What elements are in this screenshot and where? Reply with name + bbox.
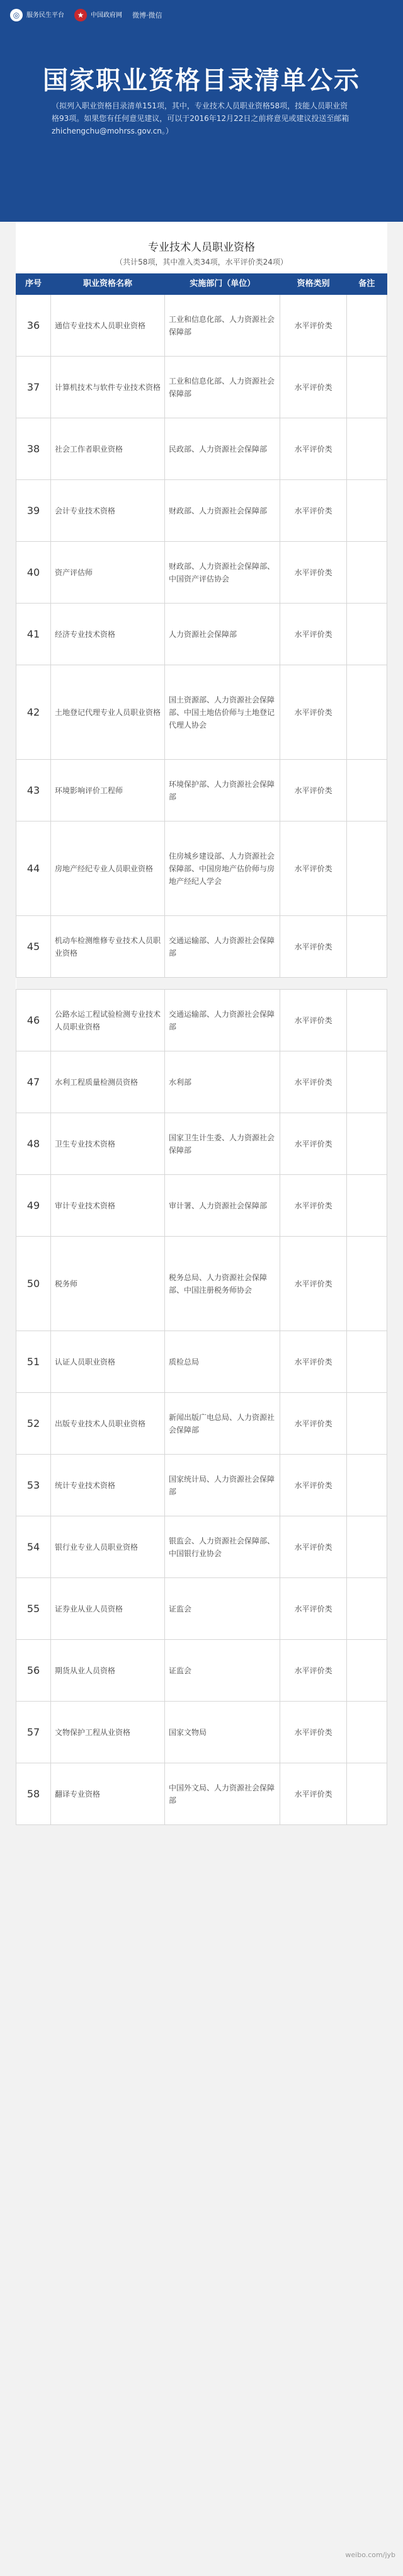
row-department: 国土资源部、人力资源社会保障部、中国土地估价师与土地登记代理人协会 xyxy=(165,665,280,760)
table-row xyxy=(16,295,387,357)
row-qualification-name: 水利工程质量检测员资格 xyxy=(51,1051,165,1113)
row-category: 水平评价类 xyxy=(280,418,346,480)
table-row xyxy=(16,357,387,418)
row-department: 国家卫生计生委、人力资源社会保障部 xyxy=(165,1113,280,1175)
row-qualification-name: 资产评估师 xyxy=(51,542,165,604)
table-row xyxy=(16,1175,387,1237)
logo-platform xyxy=(10,9,64,21)
table-row xyxy=(16,1516,387,1578)
row-number: 47 xyxy=(16,1051,51,1113)
row-department: 工业和信息化部、人力资源社会保障部 xyxy=(165,295,280,357)
row-department: 证监会 xyxy=(165,1640,280,1702)
row-category: 水平评价类 xyxy=(280,1516,346,1578)
table-row xyxy=(16,916,387,978)
row-remark xyxy=(346,604,387,665)
row-remark xyxy=(346,1455,387,1516)
row-remark xyxy=(346,1237,387,1331)
platform-logo-icon: ◎ xyxy=(10,9,23,21)
row-category: 水平评价类 xyxy=(280,1763,346,1825)
row-department: 新闻出版广电总局、人力资源社会保障部 xyxy=(165,1393,280,1455)
content-panel xyxy=(16,222,387,1825)
row-department: 审计署、人力资源社会保障部 xyxy=(165,1175,280,1237)
row-department: 银监会、人力资源社会保障部、中国银行业协会 xyxy=(165,1516,280,1578)
row-category: 水平评价类 xyxy=(280,480,346,542)
row-qualification-name: 银行业专业人员职业资格 xyxy=(51,1516,165,1578)
social-tags: 微博·微信 xyxy=(132,11,162,20)
row-qualification-name: 社会工作者职业资格 xyxy=(51,418,165,480)
row-qualification-name: 统计专业技术资格 xyxy=(51,1455,165,1516)
row-qualification-name: 证券业从业人员资格 xyxy=(51,1578,165,1640)
row-qualification-name: 经济专业技术资格 xyxy=(51,604,165,665)
table-row xyxy=(16,1051,387,1113)
notice-text: （拟列入职业资格目录清单151项，其中，专业技术人员职业资格58项，技能人员职业资格93项。如果您有任何意见建议，可以于2016年12月22日之前将意见或建议投送至邮箱zhichengchu@mohrss.gov.cn。） xyxy=(52,101,349,135)
row-category: 水平评价类 xyxy=(280,1702,346,1763)
row-department: 住房城乡建设部、人力资源社会保障部、中国房地产估价师与房地产经纪人学会 xyxy=(165,821,280,916)
row-department: 交通运输部、人力资源社会保障部 xyxy=(165,916,280,978)
row-qualification-name: 公路水运工程试验检测专业技术人员职业资格 xyxy=(51,990,165,1051)
row-qualification-name: 机动车检测维修专业技术人员职业资格 xyxy=(51,916,165,978)
row-remark xyxy=(346,480,387,542)
row-category: 水平评价类 xyxy=(280,1331,346,1393)
row-category: 水平评价类 xyxy=(280,542,346,604)
row-number: 56 xyxy=(16,1640,51,1702)
row-number: 52 xyxy=(16,1393,51,1455)
watermark: weibo.com/jyb xyxy=(345,2551,395,2559)
row-category: 水平评价类 xyxy=(280,1393,346,1455)
row-qualification-name: 翻译专业资格 xyxy=(51,1763,165,1825)
row-number: 38 xyxy=(16,418,51,480)
row-number: 49 xyxy=(16,1175,51,1237)
table-row xyxy=(16,542,387,604)
row-number: 48 xyxy=(16,1113,51,1175)
row-number: 43 xyxy=(16,760,51,821)
col-header-no: 序号 xyxy=(16,274,51,295)
table-row xyxy=(16,1113,387,1175)
row-number: 37 xyxy=(16,357,51,418)
row-category: 水平评价类 xyxy=(280,916,346,978)
row-remark xyxy=(346,1113,387,1175)
row-remark xyxy=(346,357,387,418)
row-number: 40 xyxy=(16,542,51,604)
header-banner xyxy=(0,0,403,222)
qualification-table xyxy=(16,273,387,1825)
row-qualification-name: 期货从业人员资格 xyxy=(51,1640,165,1702)
row-department: 证监会 xyxy=(165,1578,280,1640)
table-row xyxy=(16,1237,387,1331)
row-category: 水平评价类 xyxy=(280,990,346,1051)
table-row xyxy=(16,1763,387,1825)
row-remark xyxy=(346,665,387,760)
row-department: 交通运输部、人力资源社会保障部 xyxy=(165,990,280,1051)
row-number: 39 xyxy=(16,480,51,542)
row-remark xyxy=(346,1578,387,1640)
row-department: 民政部、人力资源社会保障部 xyxy=(165,418,280,480)
row-category: 水平评价类 xyxy=(280,1175,346,1237)
row-qualification-name: 通信专业技术人员职业资格 xyxy=(51,295,165,357)
table-header-row xyxy=(16,274,387,295)
row-category: 水平评价类 xyxy=(280,1640,346,1702)
gov-logo-icon: ★ xyxy=(74,9,87,21)
col-header-remark: 备注 xyxy=(346,274,387,295)
row-number: 46 xyxy=(16,990,51,1051)
logo-gov xyxy=(74,9,122,21)
row-department: 水利部 xyxy=(165,1051,280,1113)
row-number: 50 xyxy=(16,1237,51,1331)
row-remark xyxy=(346,1702,387,1763)
row-department: 环境保护部、人力资源社会保障部 xyxy=(165,760,280,821)
row-qualification-name: 出版专业技术人员职业资格 xyxy=(51,1393,165,1455)
table-row xyxy=(16,604,387,665)
row-number: 51 xyxy=(16,1331,51,1393)
col-header-name: 职业资格名称 xyxy=(51,274,165,295)
row-category: 水平评价类 xyxy=(280,1237,346,1331)
section-title: 专业技术人员职业资格 xyxy=(148,241,255,254)
col-header-dept: 实施部门（单位） xyxy=(165,274,280,295)
row-qualification-name: 认证人员职业资格 xyxy=(51,1331,165,1393)
row-category: 水平评价类 xyxy=(280,665,346,760)
section-subtitle: （共计58项，其中准入类34项，水平评价类24项） xyxy=(115,258,288,266)
row-qualification-name: 计算机技术与软件专业技术资格 xyxy=(51,357,165,418)
row-department: 中国外文局、人力资源社会保障部 xyxy=(165,1763,280,1825)
col-header-category: 资格类别 xyxy=(280,274,346,295)
row-number: 44 xyxy=(16,821,51,916)
table-gap xyxy=(16,978,387,990)
row-department: 人力资源社会保障部 xyxy=(165,604,280,665)
gov-logo-text: 中国政府网 xyxy=(91,11,122,19)
row-remark xyxy=(346,1051,387,1113)
row-category: 水平评价类 xyxy=(280,357,346,418)
row-remark xyxy=(346,1175,387,1237)
row-remark xyxy=(346,295,387,357)
row-category: 水平评价类 xyxy=(280,295,346,357)
table-row xyxy=(16,990,387,1051)
row-category: 水平评价类 xyxy=(280,1578,346,1640)
row-remark xyxy=(346,542,387,604)
row-department: 财政部、人力资源社会保障部、中国资产评估协会 xyxy=(165,542,280,604)
row-remark xyxy=(346,1763,387,1825)
table-row xyxy=(16,760,387,821)
table-row xyxy=(16,1640,387,1702)
row-remark xyxy=(346,990,387,1051)
row-category: 水平评价类 xyxy=(280,1113,346,1175)
top-bar xyxy=(0,0,403,30)
row-number: 45 xyxy=(16,916,51,978)
row-category: 水平评价类 xyxy=(280,1455,346,1516)
row-remark xyxy=(346,1393,387,1455)
row-qualification-name: 会计专业技术资格 xyxy=(51,480,165,542)
row-category: 水平评价类 xyxy=(280,604,346,665)
row-remark xyxy=(346,916,387,978)
table-row xyxy=(16,1702,387,1763)
row-department: 工业和信息化部、人力资源社会保障部 xyxy=(165,357,280,418)
row-remark xyxy=(346,760,387,821)
row-qualification-name: 卫生专业技术资格 xyxy=(51,1113,165,1175)
row-category: 水平评价类 xyxy=(280,1051,346,1113)
table-row xyxy=(16,1578,387,1640)
row-department: 质检总局 xyxy=(165,1331,280,1393)
row-number: 36 xyxy=(16,295,51,357)
table-row xyxy=(16,665,387,760)
table-row xyxy=(16,1393,387,1455)
row-qualification-name: 文物保护工程从业资格 xyxy=(51,1702,165,1763)
row-qualification-name: 环境影响评价工程师 xyxy=(51,760,165,821)
row-qualification-name: 土地登记代理专业人员职业资格 xyxy=(51,665,165,760)
row-qualification-name: 税务师 xyxy=(51,1237,165,1331)
row-number: 53 xyxy=(16,1455,51,1516)
row-qualification-name: 房地产经纪专业人员职业资格 xyxy=(51,821,165,916)
table-row xyxy=(16,1455,387,1516)
row-remark xyxy=(346,1516,387,1578)
row-department: 财政部、人力资源社会保障部 xyxy=(165,480,280,542)
row-remark xyxy=(346,1331,387,1393)
row-number: 42 xyxy=(16,665,51,760)
row-number: 58 xyxy=(16,1763,51,1825)
row-department: 国家文物局 xyxy=(165,1702,280,1763)
table-row xyxy=(16,480,387,542)
table-row xyxy=(16,821,387,916)
platform-logo-text: 服务民生平台 xyxy=(26,11,64,19)
page-title: 国家职业资格目录清单公示 xyxy=(43,66,360,95)
row-department: 国家统计局、人力资源社会保障部 xyxy=(165,1455,280,1516)
row-number: 41 xyxy=(16,604,51,665)
row-category: 水平评价类 xyxy=(280,760,346,821)
row-remark xyxy=(346,1640,387,1702)
row-department: 税务总局、人力资源社会保障部、中国注册税务师协会 xyxy=(165,1237,280,1331)
table-row xyxy=(16,418,387,480)
row-remark xyxy=(346,821,387,916)
row-category: 水平评价类 xyxy=(280,821,346,916)
table-row xyxy=(16,1331,387,1393)
row-number: 57 xyxy=(16,1702,51,1763)
row-remark xyxy=(346,418,387,480)
row-number: 55 xyxy=(16,1578,51,1640)
row-number: 54 xyxy=(16,1516,51,1578)
row-qualification-name: 审计专业技术资格 xyxy=(51,1175,165,1237)
